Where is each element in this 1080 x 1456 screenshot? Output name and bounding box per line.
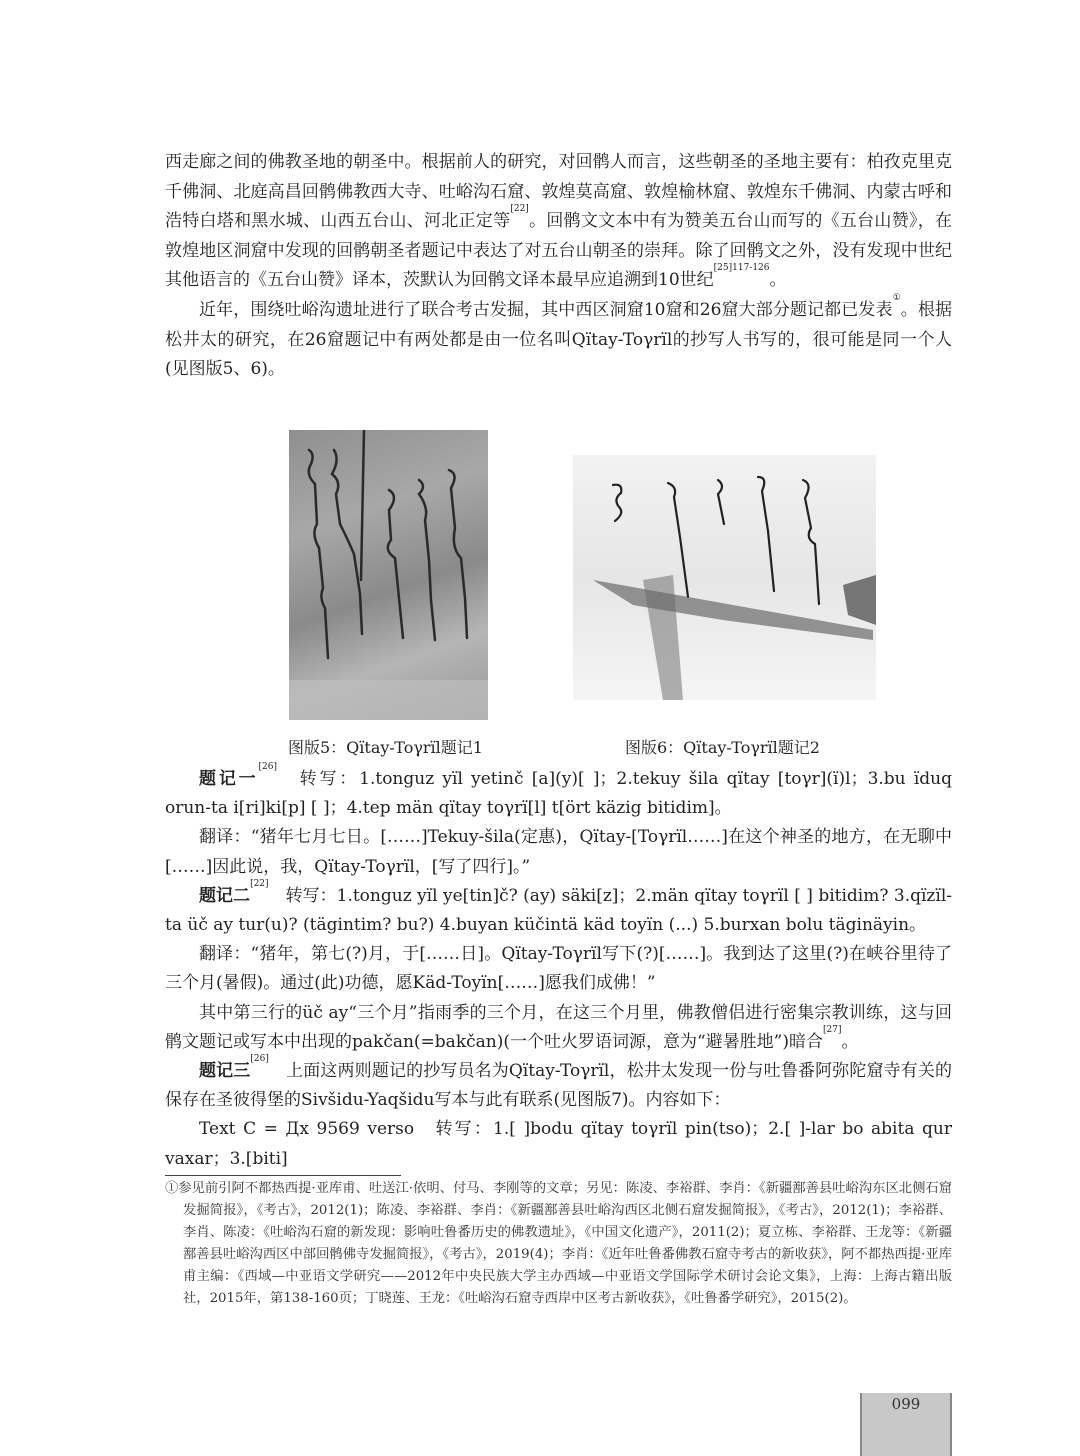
text-segment: 。根据松井太的研究，在26窟题记中有两处都是由一位名叫Qïtay-Toγrïl的抄写人书写的，很可能是同一个人(见图版5、6)。 xyxy=(165,299,952,380)
paragraph xyxy=(165,762,953,823)
text-segment: 转写：1.tonguz yïl yetinč [a](y)[ ]；2.tekuy šila qïtay [toγr](ï)l；3.bu ïduq orun-ta i[ri]ki[p] [ ]；4.tep män qïtay toγrï[l] t[ört käzig bitidim]。 xyxy=(165,769,953,819)
citation-superscript: ① xyxy=(892,292,901,303)
figure-6-caption: 图版6：Qïtay-Toγrïl题记2 xyxy=(625,738,820,757)
text-segment: 上面这两则题记的抄写员名为Qïtay-Toγrïl，松井太发现一份与吐鲁番阿弥陀窟寺有关的保存在圣彼得堡的Sivšidu-Yaqšidu写本与此有联系(见图版7)。内容如下： xyxy=(165,1061,953,1111)
text-segment: 。 xyxy=(841,1031,859,1052)
text-segment: Text C = Дх 9569 verso 转写：1.[ ]bodu qïtay toγrïl pin(tso)；2.[ ]-lar bo abita qur vaxar；3.[biti] xyxy=(165,1119,952,1169)
figure-5-caption: 图版5：Qïtay-Toγrïl题记1 xyxy=(288,738,483,757)
citation-superscript: [26] xyxy=(250,1054,269,1065)
citation-superscript: [27] xyxy=(823,1024,842,1035)
citation-superscript: [25]117-126 xyxy=(713,263,770,274)
paragraph xyxy=(165,940,952,998)
text-segment: 翻译：“猪年七月七日。[……]Tekuy-šila(定惠)，Qïtay-[Toγrïl……]在这个神圣的地方，在无聊中[……]因此说，我，Qïtay-Toγrïl，[写了四行]。” xyxy=(165,827,952,877)
footnote-divider xyxy=(165,1175,401,1176)
paragraph xyxy=(165,148,952,296)
text-segment: 转写：1.tonguz yïl ye[tin]č? (ay) säki[z]；2.män qïtay toγrïl [ ] bitidim? 3.qïzïl-ta üč ay tur(u)? (tägintim? bu?) 4.buyan küčintä käd toyïn (...) 5.burxan bolu täginäyin。 xyxy=(165,885,952,936)
text-segment: 西走廊之间的佛教圣地的朝圣中。根据前人的研究，对回鹘人而言，这些朝圣的圣地主要有：柏孜克里克千佛洞、北庭高昌回鹘佛教西大寺、吐峪沟石窟、敦煌莫高窟、敦煌榆林窟、敦煌东千佛洞、内蒙古呼和浩特白塔和黑水城、山西五台山、河北正定等 xyxy=(165,152,952,232)
body-text-inscriptions xyxy=(165,762,953,1174)
page-number-tab xyxy=(860,1393,952,1456)
text-segment: 近年，围绕吐峪沟遗址进行了联合考古发掘，其中西区洞窟10窟和26窟大部分题记都已发表 xyxy=(199,299,893,320)
paragraph xyxy=(165,1115,952,1173)
inscription-label: 题记一 xyxy=(199,769,259,789)
citation-superscript: [22] xyxy=(250,878,269,889)
paragraph xyxy=(165,999,952,1057)
paragraph xyxy=(165,823,952,881)
footnote: ①参见前引阿不都热西提·亚库甫、吐送江·依明、付马、李刚等的文章；另见：陈凌、李裕群、李肖：《新疆鄯善县吐峪沟东区北侧石窟发掘简报》，《考古》，2012(1)；陈凌、李裕群、李肖：《新疆鄯善县吐峪沟西区北侧石窟发掘简报》，《考古》，2012(1)；李裕群、李肖、陈凌：《吐峪沟石窟的新发现：影响吐鲁番历史的佛教遗址》，《中国文化遗产》，2011(2)；夏立栋、李裕群、王龙等：《新疆鄯善县吐峪沟西区中部回鹘佛寺发掘简报》，《考古》，2019(4)；李肖：《近年吐鲁番佛教石窟寺考古的新收获》，阿不都热西提·亚库甫主编：《西域—中亚语文学研究——2012年中央民族大学主办西域—中亚语文学国际学术研讨会论文集》，上海：上海古籍出版社，2015年，第138-160页；丁晓莲、王龙：《吐峪沟石窟寺西岸中区考古新收获》，《吐鲁番学研究》，2015(2)。 xyxy=(165,1181,952,1306)
paragraph xyxy=(165,292,952,385)
uyghur-script-strokes xyxy=(573,455,876,700)
text-segment: 。回鹘文文本中有为赞美五台山而写的《五台山赞》，在敦煌地区洞窟中发现的回鹘朝圣者题记中表达了对五台山朝圣的崇拜。除了回鹘文之外，没有发现中世纪其他语言的《五台山赞》译本，茨默认为回鹘文译本最早应追溯到10世纪 xyxy=(165,211,953,291)
text-segment: 其中第三行的üč ay“三个月”指雨季的三个月，在这三个月里，佛教僧侣进行密集宗教训练，这与回鹘文题记或写本中出现的pakčan(=bakčan)(一个吐火罗语词源，意为“避暑胜地”)暗合 xyxy=(165,1002,952,1052)
citation-superscript: [22] xyxy=(510,204,529,215)
uyghur-script-strokes xyxy=(289,430,488,720)
paragraph xyxy=(165,878,952,940)
body-text-top xyxy=(165,148,952,385)
text-segment: 。 xyxy=(769,270,787,291)
paragraph xyxy=(165,1054,953,1115)
inscription-label: 题记三 xyxy=(199,1061,251,1082)
page-number: 099 xyxy=(891,1395,921,1413)
inscription-label: 题记二 xyxy=(199,885,251,906)
text-segment: 翻译：“猪年，第七(?)月，于[……日]。Qïtay-Toγrïl写下(?)[……]。我到达了这里(?)在峡谷里待了三个月(暑假)。通过(此)功德，愿Käd-Toyïn[……]愿我们成佛！” xyxy=(165,944,952,994)
inscription-photo-plate-6 xyxy=(573,455,876,700)
citation-superscript: [26] xyxy=(258,762,277,772)
inscription-photo-plate-5 xyxy=(289,430,488,720)
